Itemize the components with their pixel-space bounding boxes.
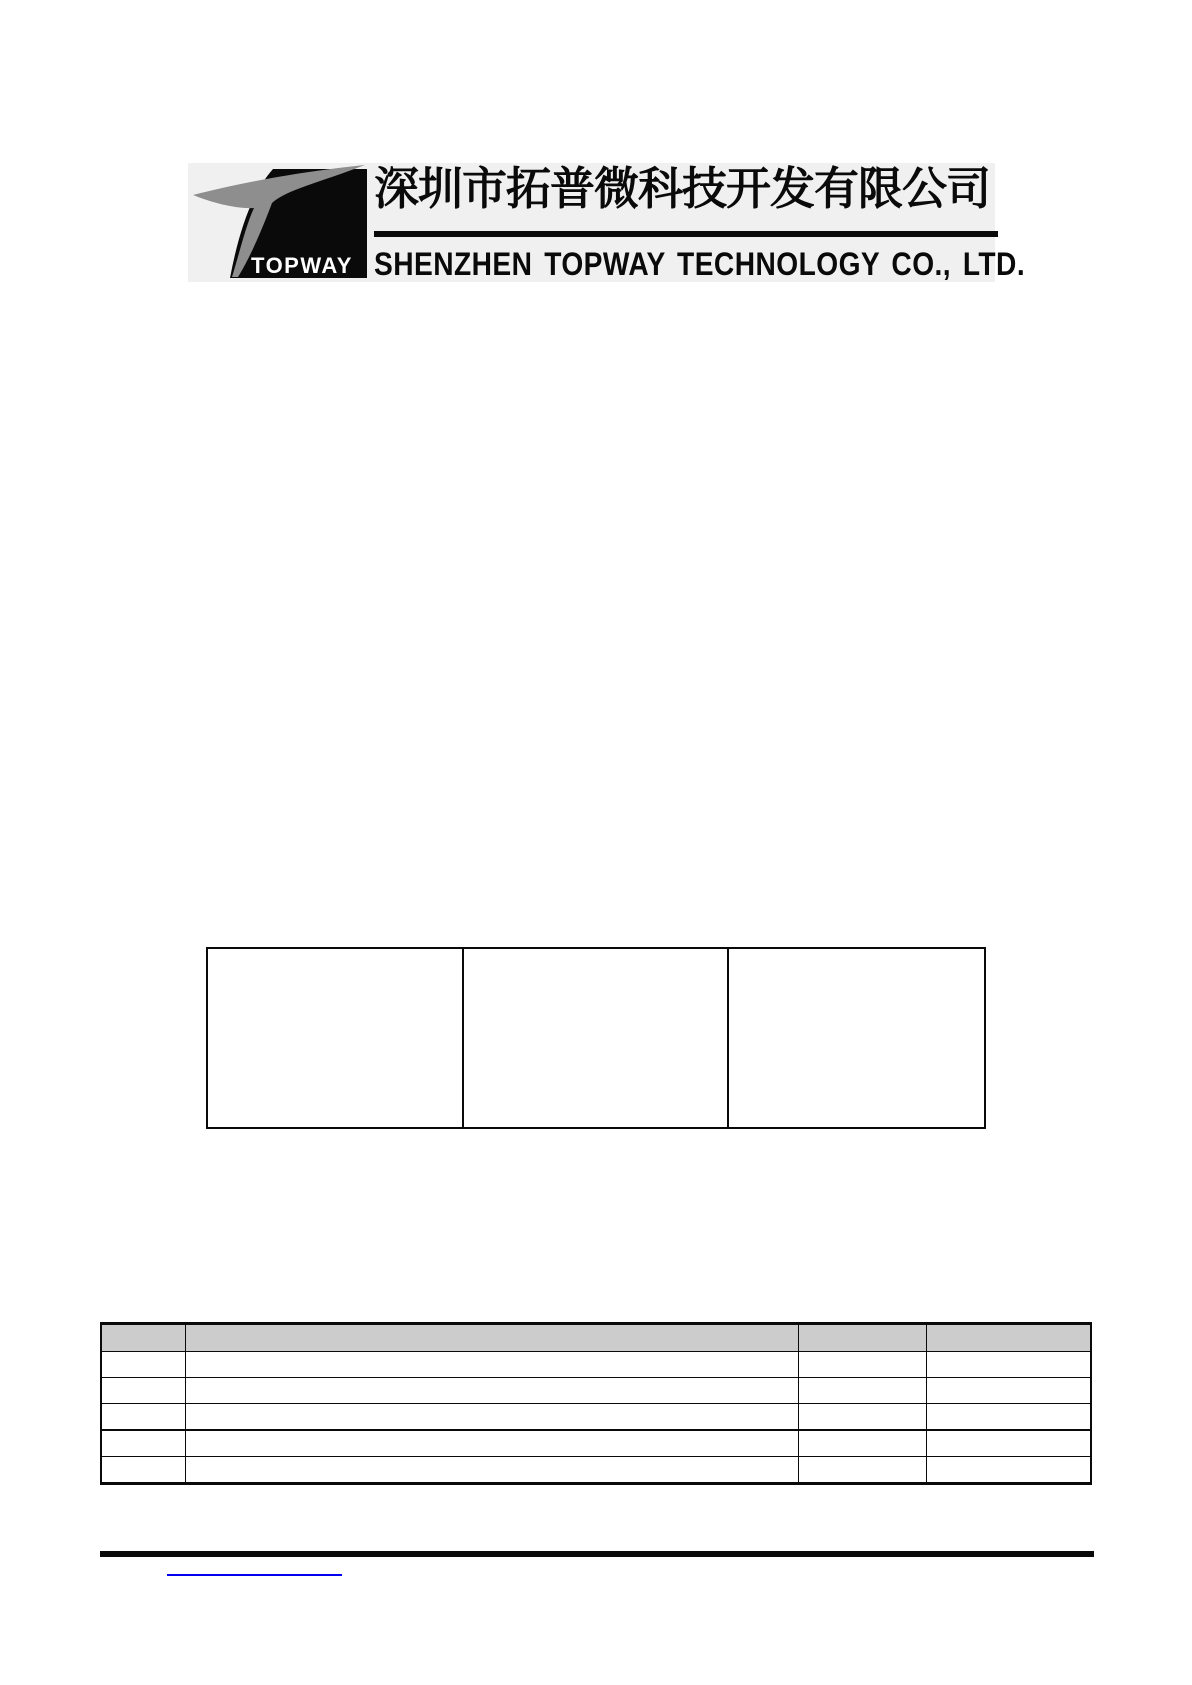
header-cell <box>926 1324 1091 1352</box>
table-cell <box>798 1404 926 1431</box>
table-header-row <box>101 1324 1091 1352</box>
table-row <box>101 1457 1091 1484</box>
table-cell <box>798 1378 926 1404</box>
table-cell <box>926 1404 1091 1431</box>
header-cell <box>798 1324 926 1352</box>
table-cell <box>185 1352 798 1378</box>
table-cell <box>185 1430 798 1457</box>
table-row <box>101 1378 1091 1404</box>
table-row <box>101 1352 1091 1378</box>
table-cell <box>101 1352 185 1378</box>
logo-brand-text: TOPWAY <box>251 253 353 278</box>
table-row <box>101 1430 1091 1457</box>
table-row <box>207 948 985 1128</box>
table-row <box>101 1404 1091 1431</box>
table-cell <box>207 948 463 1128</box>
table-cell <box>926 1378 1091 1404</box>
table-cell <box>798 1352 926 1378</box>
table-cell <box>463 948 728 1128</box>
table-cell <box>798 1430 926 1457</box>
revision-table <box>100 1322 1092 1485</box>
header-cell <box>101 1324 185 1352</box>
table-cell <box>185 1378 798 1404</box>
table-cell <box>926 1430 1091 1457</box>
footer-link[interactable] <box>167 1561 342 1576</box>
header-cell <box>185 1324 798 1352</box>
table-cell <box>101 1457 185 1484</box>
table-cell <box>728 948 985 1128</box>
topway-logo <box>188 163 373 283</box>
table-cell <box>101 1430 185 1457</box>
company-name-chinese: 深圳市拓普微科技开发有限公司 <box>374 163 991 214</box>
header-divider-line <box>374 231 998 237</box>
footer-rule <box>100 1551 1094 1557</box>
table-cell <box>926 1457 1091 1484</box>
table-cell <box>101 1404 185 1431</box>
table-cell <box>185 1457 798 1484</box>
table-cell <box>926 1352 1091 1378</box>
info-table <box>206 947 986 1129</box>
company-name-english: SHENZHEN TOPWAY TECHNOLOGY CO., LTD. <box>374 246 1026 282</box>
table-cell <box>101 1378 185 1404</box>
table-cell <box>185 1404 798 1431</box>
table-cell <box>798 1457 926 1484</box>
